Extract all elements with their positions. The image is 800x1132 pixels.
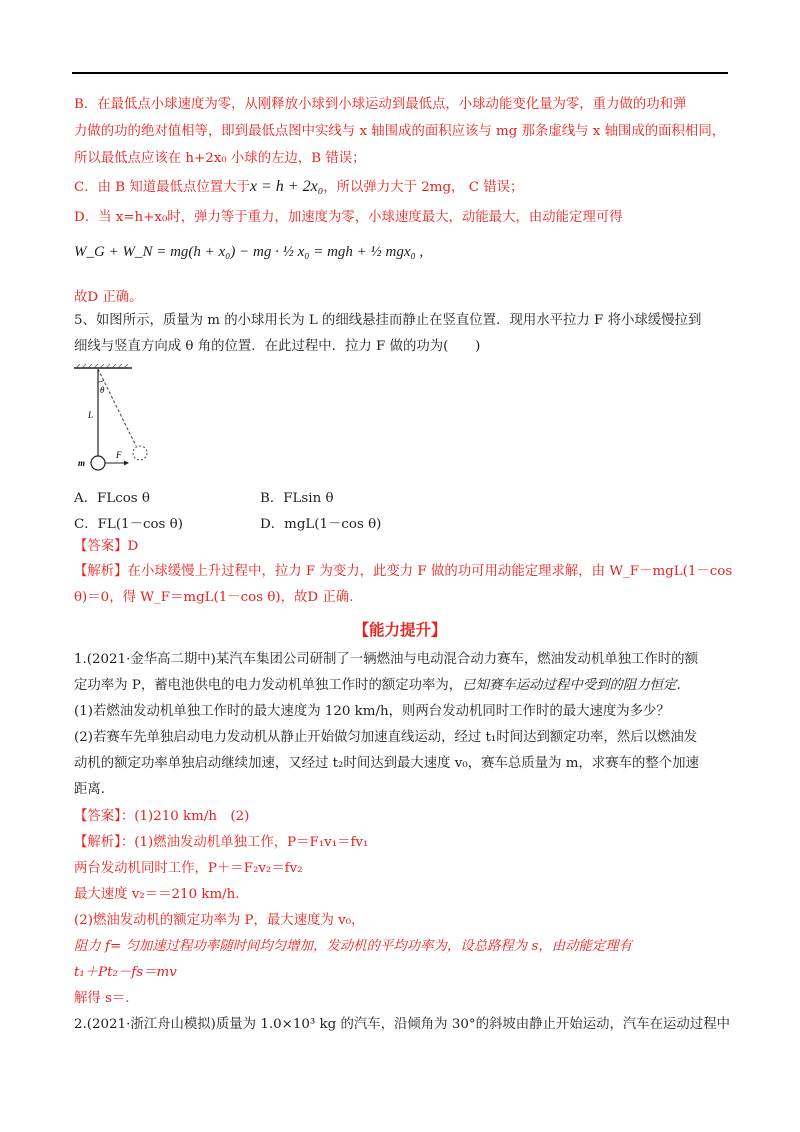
explanation-line: 阻力 f= 匀加速过程功率随时间均匀增加，发动机的平均功率为，设总路程为 s，由动能定理有 — [74, 939, 633, 954]
text-line: C．由 B 知道最低点位置大于x = h + 2x₀，所以弹力大于 2mg， C 错误； — [74, 178, 524, 195]
explanation-line: 【解析】：(1)燃油发动机单独工作，P＝F₁v₁＝fv₁ — [74, 835, 369, 850]
answer-line: 【答案】：(1)210 km/h (2) — [74, 809, 250, 824]
text-line: B．在最低点小球速度为零，从刚释放小球到小球运动到最低点，小球动能变化量为零，重力做的功和弹 — [74, 97, 687, 112]
text-line: 所以最低点应该在 h+2x₀ 小球的左边，B 错误； — [74, 151, 366, 166]
explanation-line: (2)燃油发动机的额定功率为 P，最大速度为 v₀， — [74, 913, 365, 928]
option-c: C．FL(1－cos θ) — [74, 517, 183, 532]
theta-label: θ — [100, 385, 105, 395]
text-line: D．当 x=h+x₀时，弹力等于重力，加速度为零，小球速度最大，动能最大，由动能定理可得 — [74, 210, 623, 225]
section-heading: 【能力提升】 — [353, 620, 447, 639]
work-equation: W_G + W_N = mg(h + x₀) − mg · ½ x₀ = mgh + ½ mgx₀ , — [74, 244, 424, 260]
option-a: A．FLcos θ — [74, 491, 150, 506]
question-text: 距离． — [74, 782, 115, 797]
explanation-line: t₁＋Pt₂－fs＝mv — [74, 965, 177, 980]
question-text: 5、如图所示，质量为 m 的小球用长为 L 的细线悬挂而静止在竖直位置．现用水平拉力 F 将小球缓慢拉到 — [74, 313, 702, 328]
explanation-line: 最大速度 v₂＝＝210 km/h. — [74, 887, 240, 902]
explanation-line: 【解析】在小球缓慢上升过程中，拉力 F 为变力，此变力 F 做的功可用动能定理求解，由 W_F－mgL(1－cos — [74, 564, 733, 579]
question-text: 1.(2021·金华高二期中)某汽车集团公司研制了一辆燃油与电动混合动力赛车，燃油发动机单独工作时的额 — [74, 652, 698, 667]
explanation-line: 解得 s＝. — [74, 991, 130, 1006]
question-text: (1)若燃油发动机单独工作时的最大速度为 120 km/h，则两台发动机同时工作时的最大速度为多少？ — [74, 704, 670, 719]
explanation-line: θ)＝0，得 W_F＝mgL(1－cos θ)，故D 正确． — [74, 590, 363, 605]
question-text: 定功率为 P，蓄电池供电的电力发动机单独工作时的额定功率为，已知赛车运动过程中受到的阻力恒定. — [74, 678, 681, 693]
answer-line: 【答案】D — [74, 539, 139, 554]
force-arrowhead — [124, 461, 129, 466]
header-rule — [72, 72, 728, 74]
mass-label: m — [78, 458, 86, 468]
text-line: 故D 正确。 — [74, 290, 143, 305]
explanation-line: 两台发动机同时工作，P＋＝F₂v₂＝fv₂ — [74, 861, 303, 876]
question-text: (2)若赛车先单独启动电力发动机从静止开始做匀加速直线运动，经过 t₁时间达到额定功率，然后以燃油发 — [74, 730, 698, 745]
angle-arc — [98, 380, 104, 382]
ball — [91, 456, 105, 470]
pendulum-figure — [72, 362, 172, 478]
text-line: 力做的功的绝对值相等，即到最低点图中实线与 x 轴围成的面积应该与 mg 那条虚线与 x 轴围成的面积相同， — [74, 124, 726, 139]
length-label: L — [88, 410, 94, 420]
question-text: 2.(2021·浙江舟山模拟)质量为 1.0×10³ kg 的汽车，沿倾角为 30°的斜坡由静止开始运动，汽车在运动过程中 — [74, 1017, 730, 1032]
force-label: F — [116, 450, 122, 460]
question-text: 动机的额定功率单独启动继续加速，又经过 t₂时间达到最大速度 v₀，赛车总质量为 m，求赛车的整个加速 — [74, 756, 699, 771]
option-d: D．mgL(1－cos θ) — [260, 517, 382, 532]
question-text: 细线与竖直方向成 θ 角的位置．在此过程中．拉力 F 做的功为( ) — [74, 339, 481, 354]
ball-displaced — [133, 446, 147, 460]
option-b: B．FLsin θ — [260, 491, 334, 506]
